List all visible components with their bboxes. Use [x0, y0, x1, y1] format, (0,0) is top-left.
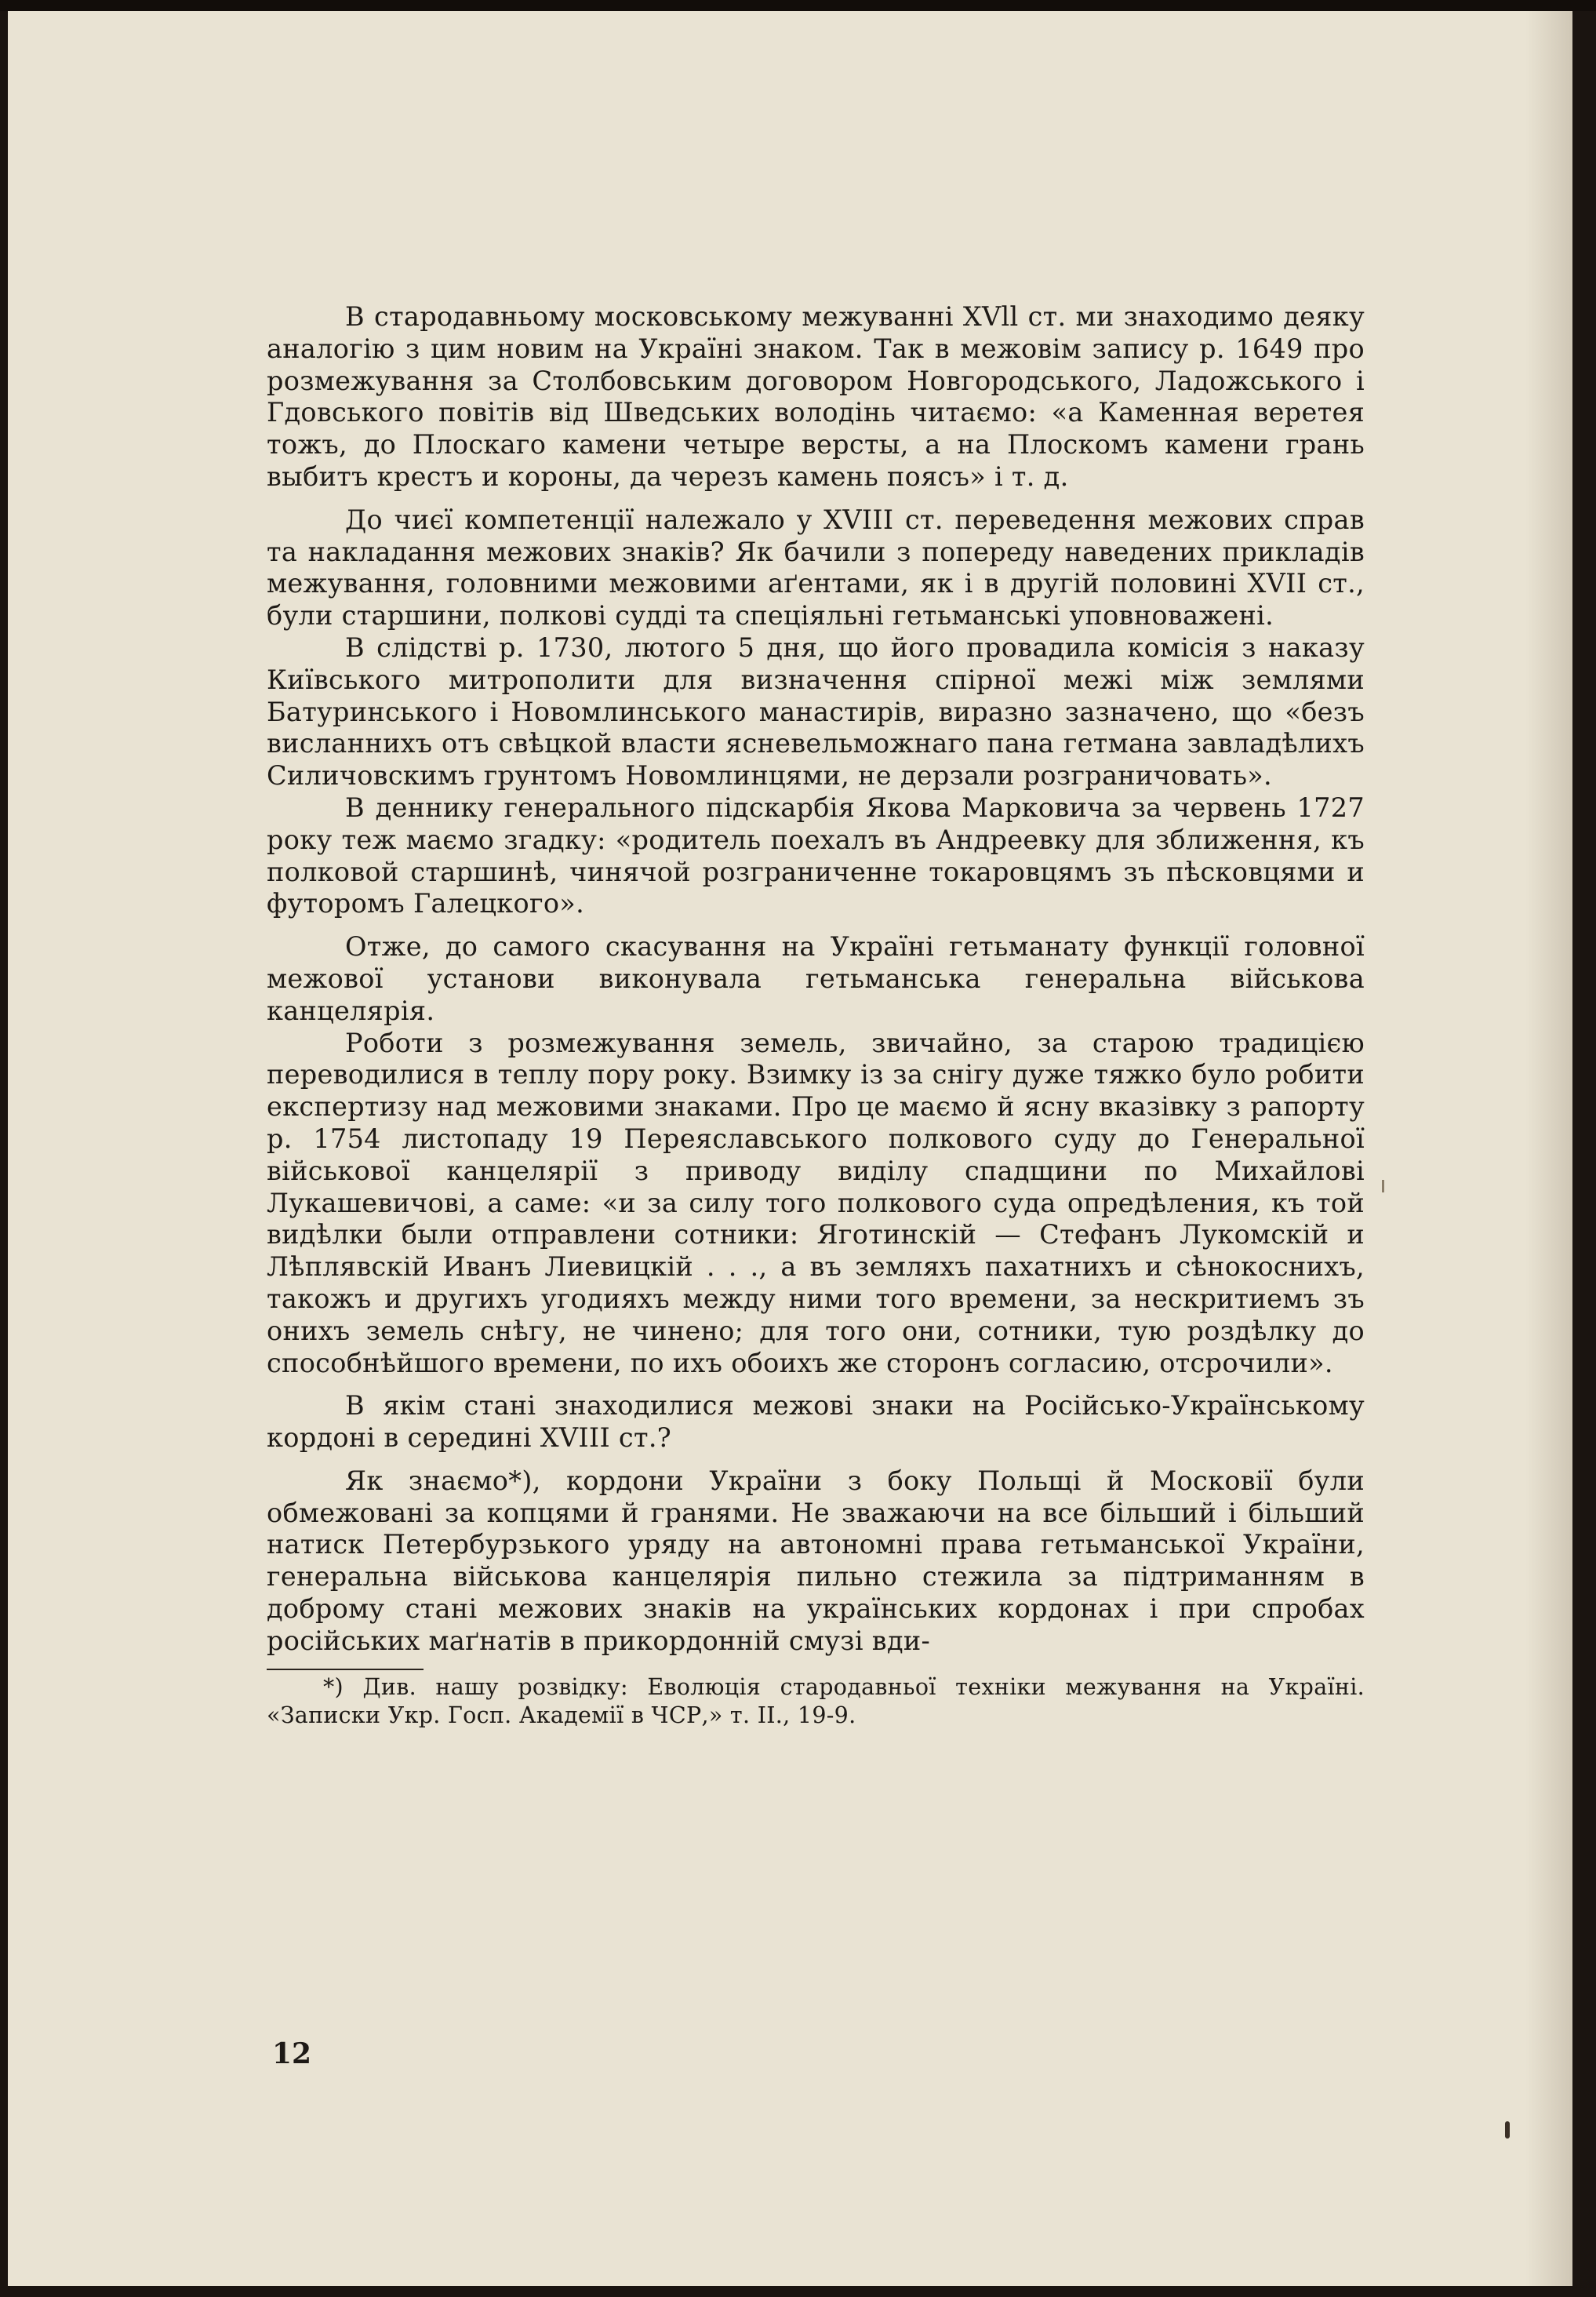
paragraph: Як знаємо*), кордони України з боку Польщі й Московії були обмежовані за копцями й гранями. Не зважаючи на все більший і більший натиск Петербурзького уряду на автономні права гетьманської України, генеральна військова канцелярія пильно стежила за підтриманням в доброму стані межових знаків на українських кордонах і при спробах російських маґнатів в прикордонній смузі вди- [267, 1465, 1365, 1656]
paragraph: В слідстві р. 1730, лютого 5 дня, що його провадила комісія з наказу Київського митрополити для визначення спірної межі між землями Батуринського і Новомлинського манастирів, виразно зазначено, що «безъ висланнихъ отъ свѣцкой власти ясневельможнаго пана гетмана завладѣлихъ Силичовскимъ грунтомъ Новомлинцями, не дерзали розграничовать». [267, 632, 1365, 792]
paragraph: В якім стані знаходилися межові знаки на Російсько-Українському кордоні в середині XVIII ст.? [267, 1390, 1365, 1454]
page-number: 12 [272, 2037, 312, 2070]
book-page [8, 11, 1572, 2286]
paragraph: До чиєї компетенції належало у XVIII ст. переведення межових справ та накладання межових знаків? Як бачили з попереду наведених прикладів межування, головними межовими аґентами, як і в другій половині XVII ст., були старшини, полкові судді та спеціяльні гетьманські уповноважені. [267, 504, 1365, 632]
page-edge-shadow [1525, 11, 1572, 2286]
paragraph: Роботи з розмежування земель, звичайно, за старою традицією переводилися в теплу пору року. Взимку із за снігу дуже тяжко було робити експертизу над межовими знаками. Про це маємо й ясну вказівку з рапорту р. 1754 листопаду 19 Переяславського полкового суду до Генеральної військової канцелярії з приводу виділу спадщини по Михайлові Лукашевичові, а саме: «и за силу того полкового суда опредѣления, къ той видѣлки были отправлени сотники: Яготинскій — Стефанъ Лукомскій и Лѣплявскій Иванъ Лиевицкій . . ., а въ земляхъ пахатнихъ и сѣнокоснихъ, такожъ и другихъ угодияхъ между ними того времени, за нескритиемъ зъ онихъ земель снѣгу, не чинено; для того они, сотники, тую роздѣлку до способнѣйшого времени, по ихъ обоихъ же сторонъ согласию, отсрочили». [267, 1027, 1365, 1378]
paragraph: В стародавньому московському межуванні XVll ст. ми знаходимо деяку аналогію з цим новим на Україні знаком. Так в межовім запису р. 1649 про розмежування за Столбовським договором Новгородського, Ладожського і Гдовського повітів від Шведських володінь читаємо: «а Каменная веретея тожъ, до Плоскаго камени четыре версты, а на Плоскомъ камени грань выбитъ крестъ и короны, да черезъ камень поясъ» і т. д. [267, 301, 1365, 492]
paragraph: Отже, до самого скасування на Україні гетьманату функції головної межової установи виконувала гетьманська генеральна військова канцелярія. [267, 931, 1365, 1026]
margin-mark [1382, 1180, 1384, 1192]
page-body [267, 301, 1365, 1730]
paragraph: В деннику генерального підскарбія Якова Марковича за червень 1727 року теж маємо згадку: «родитель поехалъ въ Андреевку для зближення, къ полковой старшинѣ, чинячой розграниченне токаровцямъ зъ пѣсковцями и футоромъ Галецкого». [267, 792, 1365, 919]
footnote-divider [267, 1669, 424, 1670]
footnote: *) Див. нашу розвідку: Еволюція стародавньої техніки межування на Україні. «Записки Укр. Госп. Академії в ЧСР,» т. II., 19-9. [267, 1673, 1365, 1728]
margin-mark [1505, 2121, 1510, 2139]
scan-border [0, 0, 1596, 11]
